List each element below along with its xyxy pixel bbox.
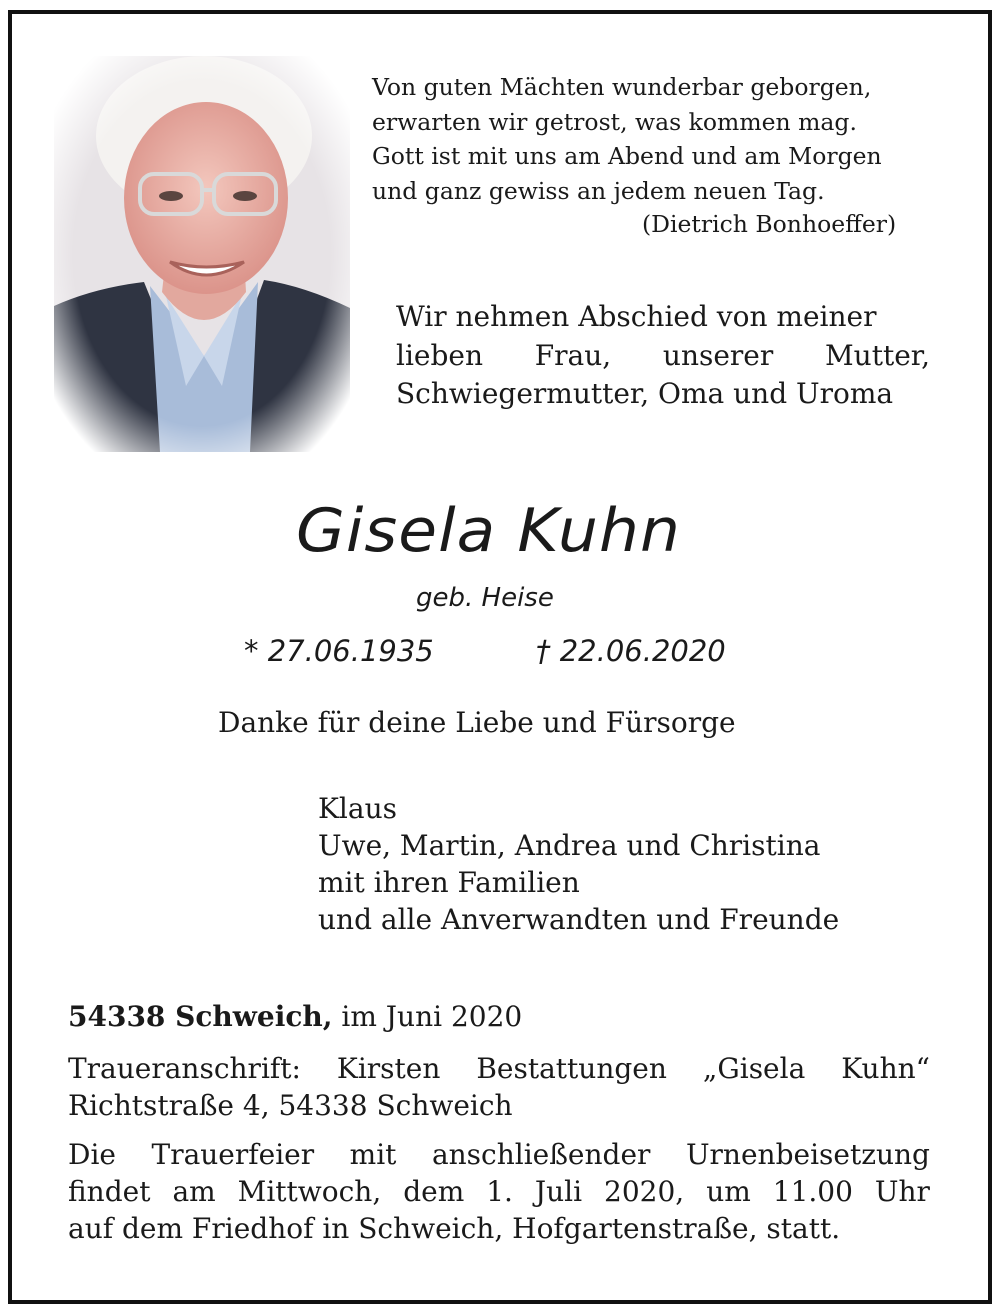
farewell-word: unserer bbox=[662, 338, 774, 372]
deceased-name: Gisela Kuhn bbox=[296, 496, 682, 566]
farewell-line bbox=[396, 298, 930, 337]
ceremony-word: Die bbox=[68, 1138, 116, 1171]
poem-line: Von guten Mächten wunderbar geborgen, bbox=[372, 73, 872, 101]
ceremony-word: um bbox=[706, 1175, 751, 1208]
place-city: 54338 Schweich, bbox=[68, 1000, 333, 1033]
ceremony-line bbox=[68, 1173, 930, 1210]
mourner-line: und alle Anverwandten und Freunde bbox=[318, 903, 840, 936]
mourning-address bbox=[68, 1050, 930, 1124]
ceremony-notice bbox=[68, 1136, 930, 1247]
ceremony-word: 2020, bbox=[604, 1175, 685, 1208]
poem-line: und ganz gewiss an jedem neuen Tag. bbox=[372, 176, 825, 205]
birth-date: * 27.06.1935 bbox=[244, 634, 434, 668]
thanks-line: Danke für deine Liebe und Fürsorge bbox=[218, 706, 736, 739]
ceremony-line: auf dem Friedhof in Schweich, Hofgartenstraße, statt. bbox=[68, 1212, 841, 1245]
farewell-word: lieben bbox=[396, 338, 484, 372]
address-word: „Gisela bbox=[702, 1052, 806, 1085]
poem-line: erwarten wir getrost, was kommen mag. bbox=[372, 107, 857, 136]
address-line: Richtstraße 4, 54338 Schweich bbox=[68, 1089, 513, 1122]
ceremony-word: 1. bbox=[486, 1175, 513, 1208]
ceremony-word: findet bbox=[68, 1175, 151, 1208]
ceremony-word: anschließender bbox=[431, 1138, 651, 1171]
farewell-text bbox=[396, 298, 930, 414]
portrait-photo bbox=[54, 56, 350, 452]
farewell-line bbox=[396, 337, 930, 376]
ceremony-word: Mittwoch, bbox=[237, 1175, 382, 1208]
ceremony-word: Trauerfeier bbox=[151, 1138, 315, 1171]
place-date bbox=[68, 1000, 522, 1033]
ceremony-word: Uhr bbox=[874, 1175, 930, 1208]
mourners-list bbox=[318, 790, 839, 938]
maiden-name: geb. Heise bbox=[416, 583, 554, 613]
farewell-line-text: Wir nehmen Abschied von meiner bbox=[396, 300, 877, 333]
address-word: Bestattungen bbox=[476, 1052, 667, 1085]
address-word: Kuhn“ bbox=[841, 1052, 930, 1085]
farewell-word: Frau, bbox=[534, 338, 612, 372]
farewell-line-text: Schwiegermutter, Oma und Uroma bbox=[396, 377, 894, 410]
death-date: † 22.06.2020 bbox=[536, 634, 726, 668]
ceremony-word: am bbox=[172, 1175, 216, 1208]
mourner-line: Klaus bbox=[318, 792, 397, 825]
address-line bbox=[68, 1050, 930, 1087]
mourner-line: mit ihren Familien bbox=[318, 866, 580, 899]
ceremony-line bbox=[68, 1136, 930, 1173]
address-word: Kirsten bbox=[336, 1052, 441, 1085]
ceremony-word: 11.00 bbox=[772, 1175, 853, 1208]
address-word: Traueranschrift: bbox=[68, 1052, 301, 1085]
ceremony-word: Urnenbeisetzung bbox=[685, 1138, 930, 1171]
ceremony-word: dem bbox=[403, 1175, 465, 1208]
farewell-word: Mutter, bbox=[824, 338, 930, 372]
ceremony-word: Juli bbox=[534, 1175, 583, 1208]
poem-verse bbox=[372, 70, 882, 208]
farewell-line bbox=[396, 375, 930, 414]
poem-line: Gott ist mit uns am Abend und am Morgen bbox=[372, 142, 882, 170]
ceremony-word: mit bbox=[349, 1138, 397, 1171]
poem-author: (Dietrich Bonhoeffer) bbox=[642, 210, 897, 238]
place-month: im Juni 2020 bbox=[332, 1000, 523, 1033]
mourner-line: Uwe, Martin, Andrea und Christina bbox=[318, 829, 821, 862]
